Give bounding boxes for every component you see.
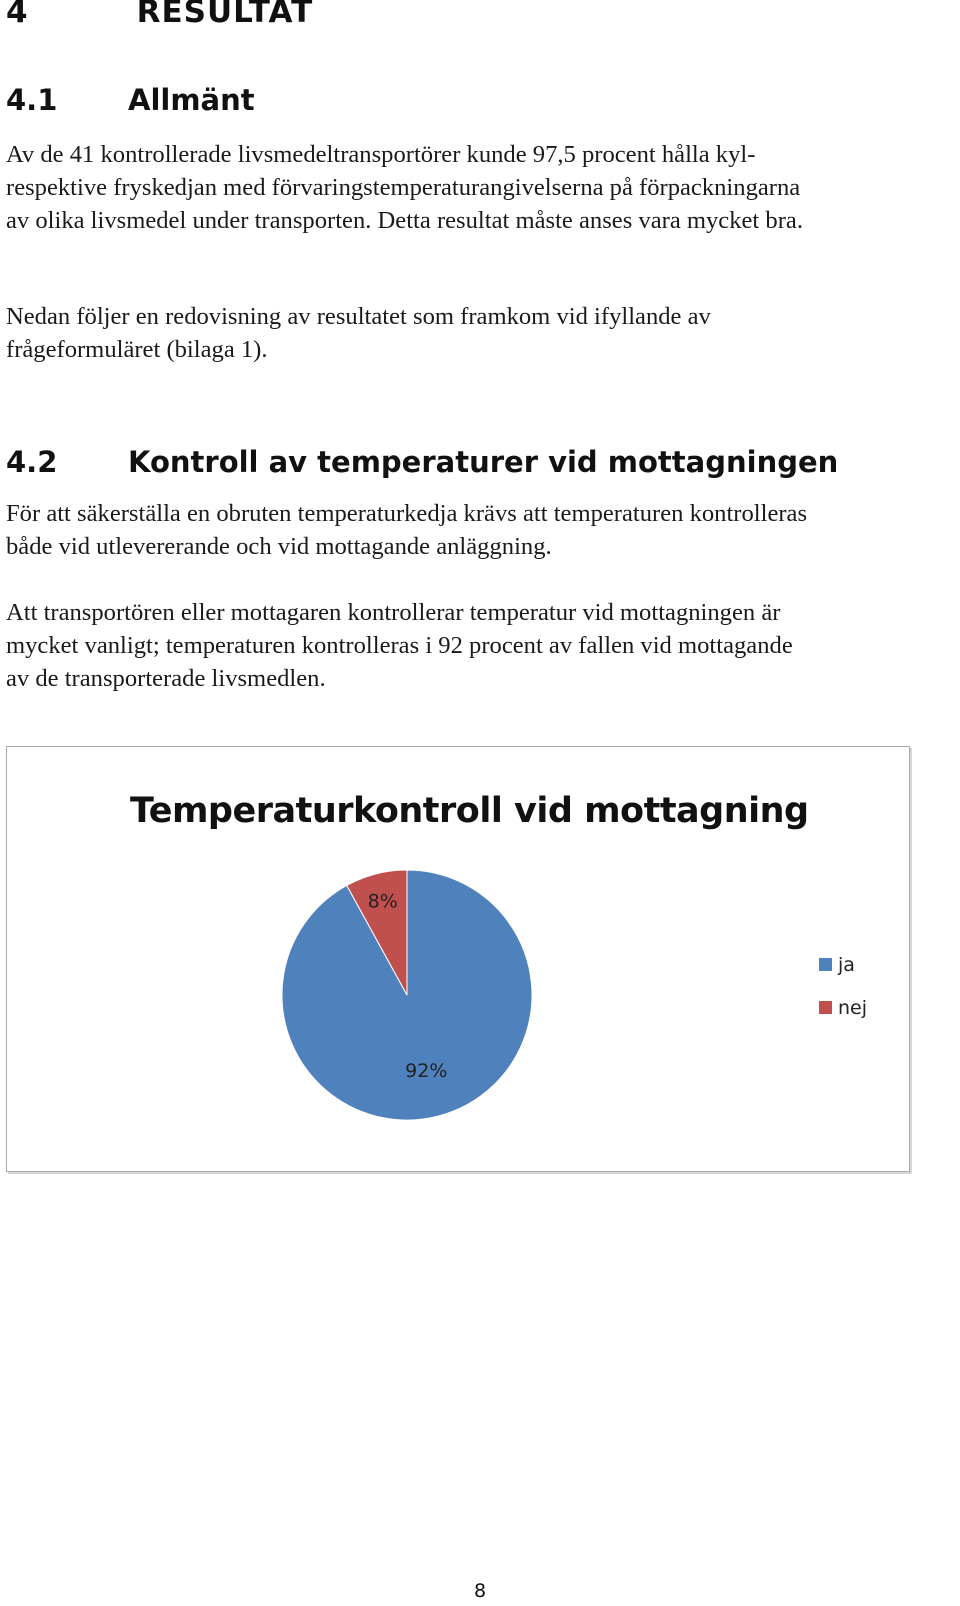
section-heading-4-2: [6, 442, 838, 482]
legend-swatch-ja: [819, 958, 832, 971]
page-number: 8: [474, 1580, 487, 1602]
section-number: 4.1: [6, 83, 58, 117]
text-line: av de transporterade livsmedlen.: [6, 665, 326, 692]
text-line: Av de 41 kontrollerade livsmedeltransportörer kunde 97,5 procent hålla kyl-: [6, 141, 756, 168]
text-line: Nedan följer en redovisning av resultatet som framkom vid ifyllande av: [6, 303, 711, 330]
text-line: både vid utlevererande och vid mottagande anläggning.: [6, 533, 552, 560]
section-number: 4.2: [6, 445, 58, 479]
text-line: Att transportören eller mottagaren kontrollerar temperatur vid mottagningen är: [6, 599, 781, 626]
pie-chart: [6, 746, 910, 1172]
legend-label-nej: nej: [838, 997, 868, 1019]
paragraph-allmant-2: [6, 300, 956, 366]
legend-label-ja: ja: [838, 954, 855, 976]
pie-chart-svg: [7, 747, 911, 1173]
text-line: frågeformuläret (bilaga 1).: [6, 336, 268, 363]
text-line: mycket vanligt; temperaturen kontrolleras i 92 procent av fallen vid mottagande: [6, 632, 793, 659]
paragraph-kontroll-2: [6, 596, 956, 695]
chart-title: Temperaturkontroll vid mottagning: [130, 791, 809, 831]
text-line: För att säkerställa en obruten temperaturkedja krävs att temperaturen kontrolleras: [6, 500, 808, 527]
chapter-number: 4: [6, 0, 29, 30]
text-line: respektive fryskedjan med förvaringstemperaturangivelserna på förpackningarna: [6, 174, 801, 201]
chapter-heading: [6, 0, 313, 32]
section-heading-4-1: [6, 80, 255, 120]
paragraph-kontroll-1: [6, 497, 956, 563]
text-line: av olika livsmedel under transporten. Detta resultat måste anses vara mycket bra.: [6, 207, 803, 234]
legend-swatch-nej: [819, 1001, 832, 1014]
section-title: Allmänt: [128, 83, 255, 117]
chapter-title: RESULTAT: [136, 0, 314, 30]
data-label-nej: 8%: [367, 890, 398, 913]
data-label-ja: 92%: [405, 1060, 448, 1083]
section-title: Kontroll av temperaturer vid mottagningen: [128, 445, 839, 479]
paragraph-allmant-1: [6, 138, 956, 237]
